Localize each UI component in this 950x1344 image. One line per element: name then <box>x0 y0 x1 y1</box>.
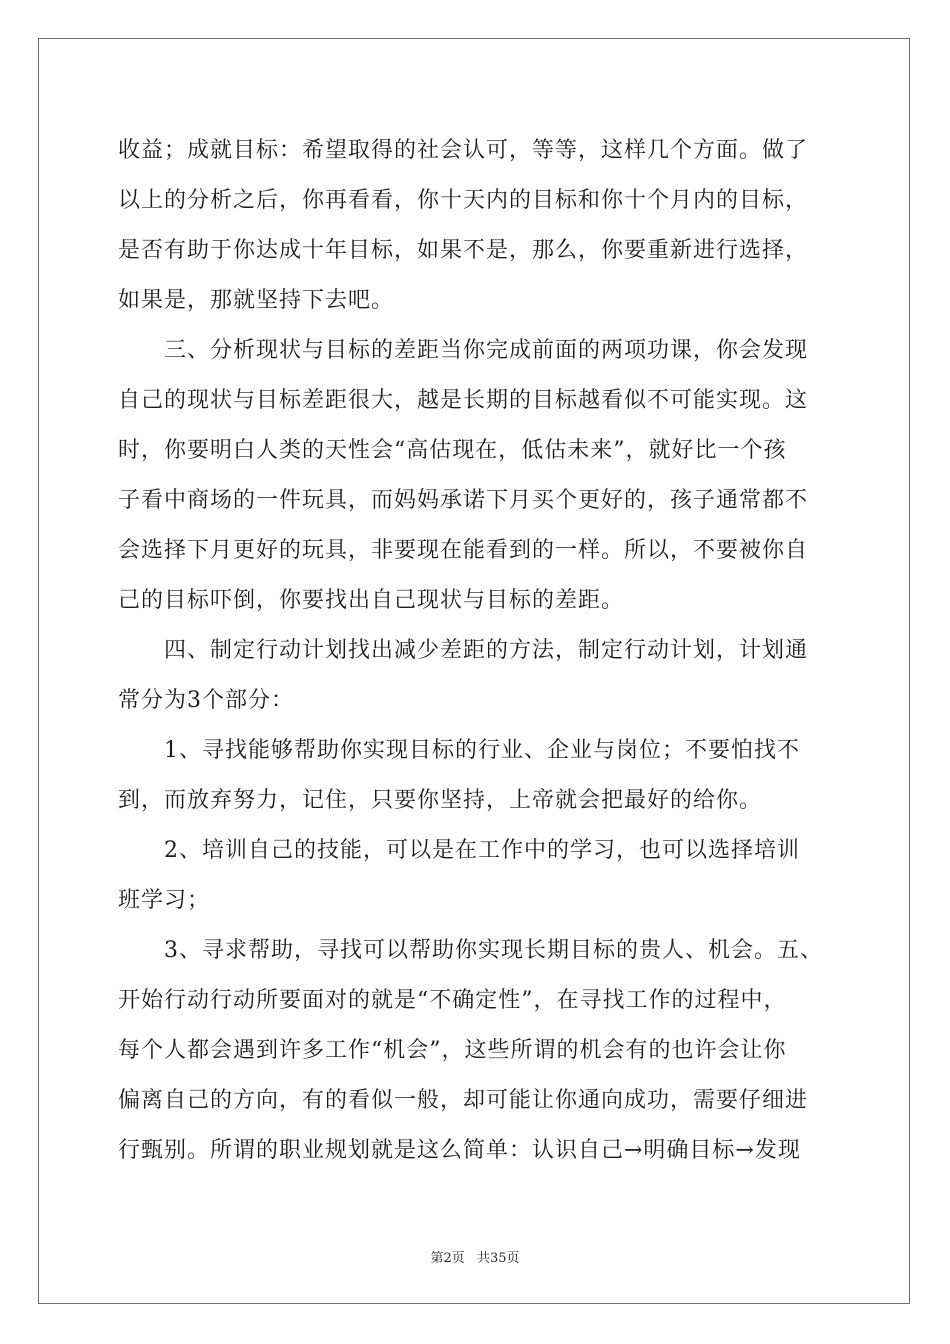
page-total: 共35页 <box>476 1251 520 1266</box>
text-line: 时，你要明白人类的天性会“高估现在，低估未来”，就好比一个孩 <box>118 438 787 463</box>
text-line: 收益；成就目标：希望取得的社会认可，等等，这样几个方面。做了 <box>118 138 809 163</box>
text-line: 会选择下月更好的玩具，非要现在能看到的一样。所以，不要被你自 <box>118 538 809 563</box>
text-line: 己的目标吓倒，你要找出自己现状与目标的差距。 <box>118 588 625 613</box>
page-number: 第2页 <box>430 1251 465 1266</box>
text-line: 1、寻找能够帮助你实现目标的行业、企业与岗位；不要怕找不 <box>118 738 800 763</box>
text-line: 偏离自己的方向，有的看似一般，却可能让你通向成功，需要仔细进 <box>118 1088 809 1113</box>
text-line: 以上的分析之后，你再看看，你十天内的目标和你十个月内的目标， <box>118 188 809 213</box>
document-body <box>118 126 838 1176</box>
text-line: 四、制定行动计划找出减少差距的方法，制定行动计划，计划通 <box>118 638 809 663</box>
text-line: 自己的现状与目标差距很大，越是长期的目标越看似不可能实现。这 <box>118 388 809 413</box>
page-footer <box>0 1247 950 1266</box>
text-line: 班学习； <box>118 888 211 913</box>
text-line: 3、寻求帮助，寻找可以帮助你实现长期目标的贵人、机会。五、 <box>118 938 823 963</box>
text-line: 到，而放弃努力，记住，只要你坚持，上帝就会把最好的给你。 <box>118 788 763 813</box>
text-line: 每个人都会遇到许多工作“机会”，这些所谓的机会有的也许会让你 <box>118 1038 787 1063</box>
text-line: 2、培训自己的技能，可以是在工作中的学习，也可以选择培训 <box>118 838 800 863</box>
text-line: 子看中商场的一件玩具，而妈妈承诺下月买个更好的，孩子通常都不 <box>118 488 809 513</box>
text-line: 开始行动行动所要面对的就是“不确定性”，在寻找工作的过程中， <box>118 988 787 1013</box>
text-line: 如果是，那就坚持下去吧。 <box>118 288 395 313</box>
text-line: 常分为3个部分： <box>118 688 294 713</box>
text-line: 三、分析现状与目标的差距当你完成前面的两项功课，你会发现 <box>118 338 809 363</box>
text-line: 是否有助于你达成十年目标，如果不是，那么，你要重新进行选择， <box>118 238 809 263</box>
text-line: 行甄别。所谓的职业规划就是这么简单：认识自己→明确目标→发现 <box>118 1138 801 1163</box>
